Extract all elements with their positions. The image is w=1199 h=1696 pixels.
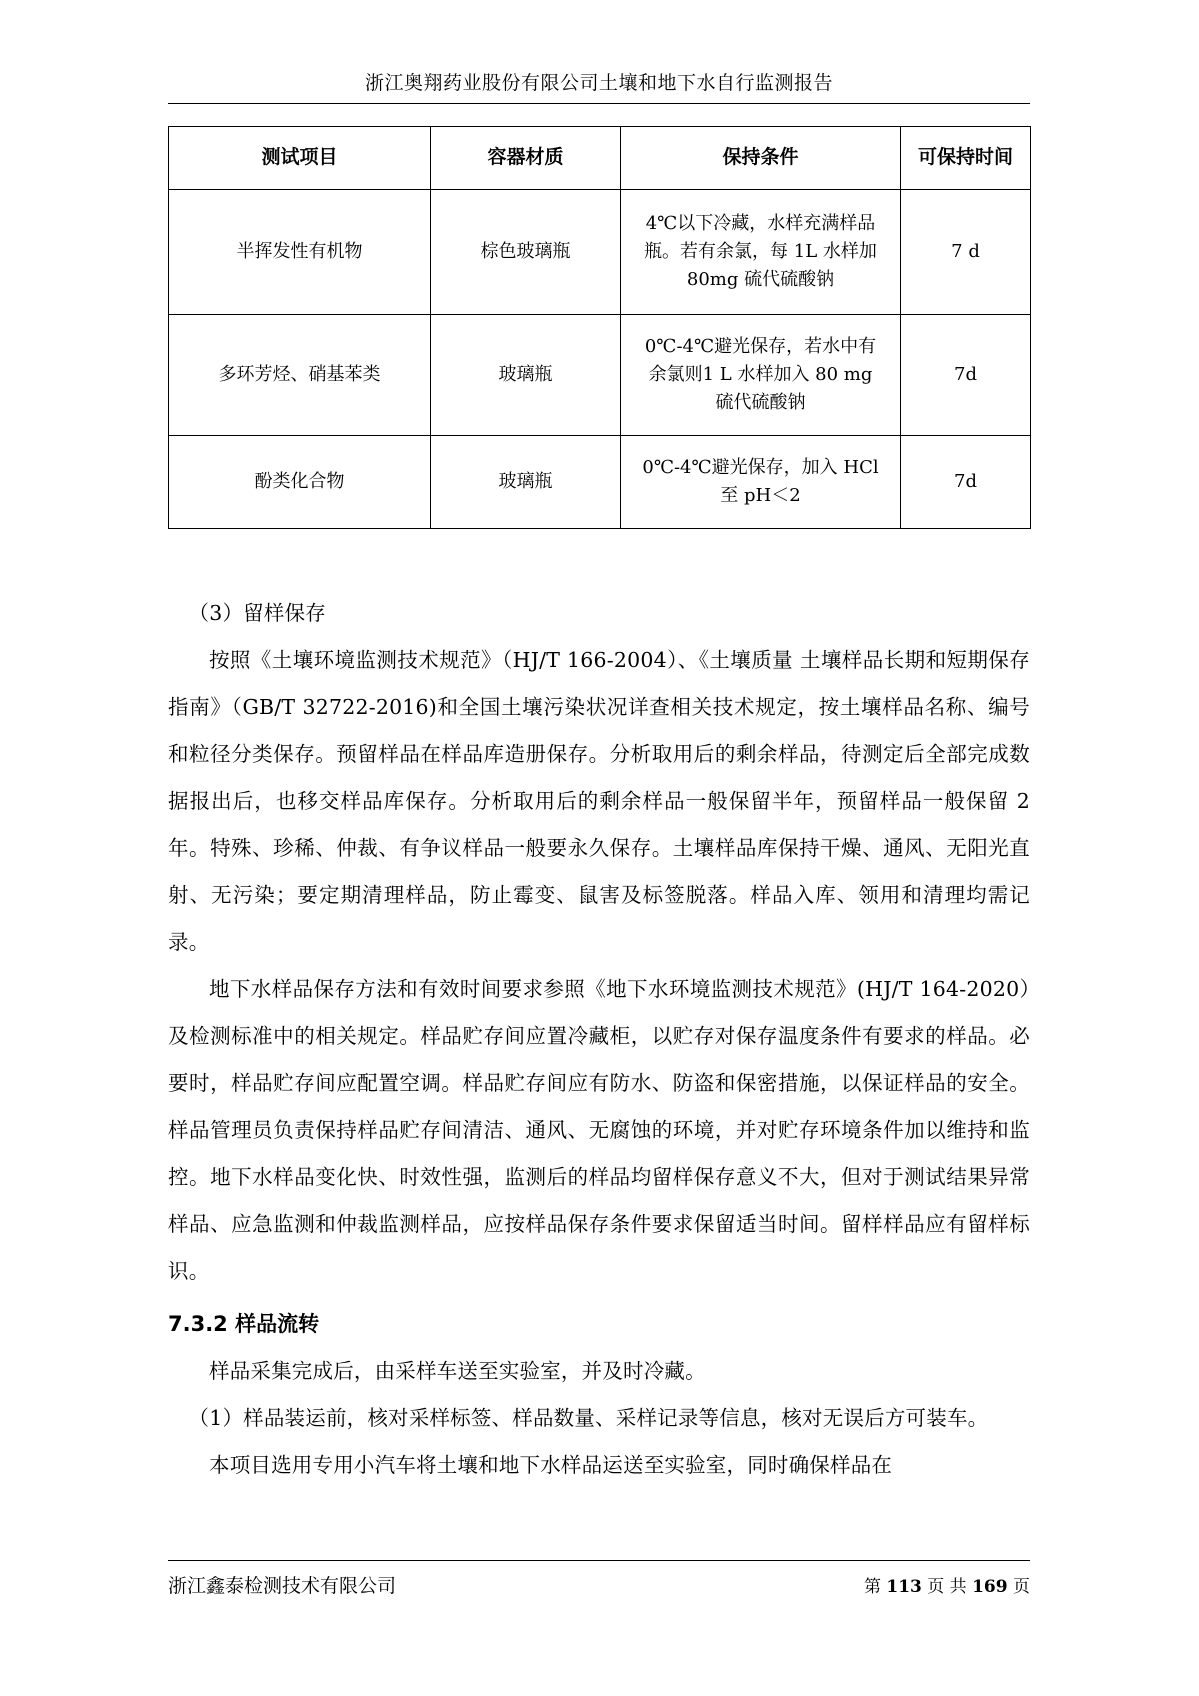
table-row	[169, 315, 1031, 436]
paragraph-transfer-item1: （1）样品装运前，核对采样标签、样品数量、采样记录等信息，核对无误后方可装车。	[188, 1406, 989, 1430]
section-title-sample-transfer: 7.3.2 样品流转	[168, 1312, 320, 1336]
table-cell-item: 酚类化合物	[169, 436, 431, 529]
page-header	[168, 70, 1030, 104]
paragraph-retained-sample-heading: （3）留样保存	[188, 601, 326, 625]
footer-page-total: 169	[972, 1577, 1008, 1597]
table-cell-item: 半挥发性有机物	[169, 190, 431, 315]
table-cell-duration: 7d	[901, 436, 1031, 529]
condition-line: 80mg 硫代硫酸钠	[686, 268, 835, 290]
paragraph-soil-storage: 按照《土壤环境监测技术规范》（HJ/T 166-2004）、《土壤质量 土壤样品长期和短期保存指南》（GB/T 32722-2016)和全国土壤污染状况详查相关技术规定，按土壤样品名称、编号和粒径分类保存。预留样品在样品库造册保存。分析取用后的剩余样品，待测定后全部完成数据报出后，也移交样品库保存。分析取用后的剩余样品一般保留半年，预留样品一般保留 2 年。特殊、珍稀、仲裁、有争议样品一般要永久保存。土壤样品库保持干燥、通风、无阳光直射、无污染；要定期清理样品，防止霉变、鼠害及标签脱落。样品入库、领用和清理均需记录。	[168, 648, 1030, 954]
condition-line: 余氯则1 L 水样加入 80 mg	[648, 364, 873, 386]
condition-line: 0℃-4℃避光保存，加入 HCl	[642, 457, 879, 479]
table-cell-condition	[621, 315, 901, 436]
condition-line: 4℃以下冷藏，水样充满样品	[645, 213, 876, 235]
condition-line: 瓶。若有余氯，每 1L 水样加	[644, 241, 877, 263]
table-cell-container: 玻璃瓶	[431, 315, 621, 436]
table-header-row	[169, 127, 1031, 190]
table-cell-condition	[621, 190, 901, 315]
footer-pagination	[864, 1572, 1030, 1597]
condition-line: 硫代硫酸钠	[715, 391, 806, 413]
table-header-cell-duration: 可保持时间	[901, 127, 1031, 190]
table-header-cell-item: 测试项目	[169, 127, 431, 190]
table-header-cell-container: 容器材质	[431, 127, 621, 190]
footer-page-suffix: 页	[1013, 1577, 1030, 1597]
table-row	[169, 436, 1031, 529]
table-cell-duration: 7 d	[901, 190, 1031, 315]
table-cell-duration: 7d	[901, 315, 1031, 436]
page-footer	[168, 1560, 1030, 1598]
footer-page-prefix: 第	[863, 1577, 881, 1597]
footer-page-mid: 页 共	[927, 1577, 967, 1597]
footer-page-current: 113	[886, 1577, 922, 1597]
footer-row	[168, 1561, 1030, 1598]
table-cell-item: 多环芳烃、硝基苯类	[169, 315, 431, 436]
header-title: 浙江奥翔药业股份有限公司土壤和地下水自行监测报告	[364, 72, 833, 94]
table-cell-container: 玻璃瓶	[431, 436, 621, 529]
condition-line: 0℃-4℃避光保存，若水中有	[644, 336, 877, 358]
paragraph-transfer-intro: 样品采集完成后，由采样车送至实验室，并及时冷藏。	[209, 1359, 706, 1383]
condition-line: 至 pH＜2	[720, 485, 801, 506]
paragraph-transfer-vehicle: 本项目选用专用小汽车将土壤和地下水样品运送至实验室，同时确保样品在	[209, 1453, 893, 1477]
table-row	[169, 190, 1031, 315]
table-cell-condition	[621, 436, 901, 529]
footer-company: 浙江鑫泰检测技术有限公司	[168, 1575, 397, 1597]
table-cell-container: 棕色玻璃瓶	[431, 190, 621, 315]
paragraph-groundwater-storage: 地下水样品保存方法和有效时间要求参照《地下水环境监测技术规范》(HJ/T 164-2020）及检测标准中的相关规定。样品贮存间应置冷藏柜，以贮存对保存温度条件有要求的样品。必要时，样品贮存间应配置空调。样品贮存间应有防水、防盗和保密措施，以保证样品的安全。样品管理员负责保持样品贮存间清洁、通风、无腐蚀的环境，并对贮存环境条件加以维持和监控。地下水样品变化快、时效性强，监测后的样品均留样保存意义不大，但对于测试结果异常样品、应急监测和仲裁监测样品，应按样品保存条件要求保留适当时间。留样样品应有留样标识。	[168, 977, 1030, 1283]
header-divider	[168, 103, 1030, 104]
sample-preservation-table	[168, 126, 1031, 529]
page-body	[168, 590, 1030, 1489]
table-header-cell-condition: 保持条件	[621, 127, 901, 190]
sample-preservation-table-wrapper	[168, 126, 1030, 529]
